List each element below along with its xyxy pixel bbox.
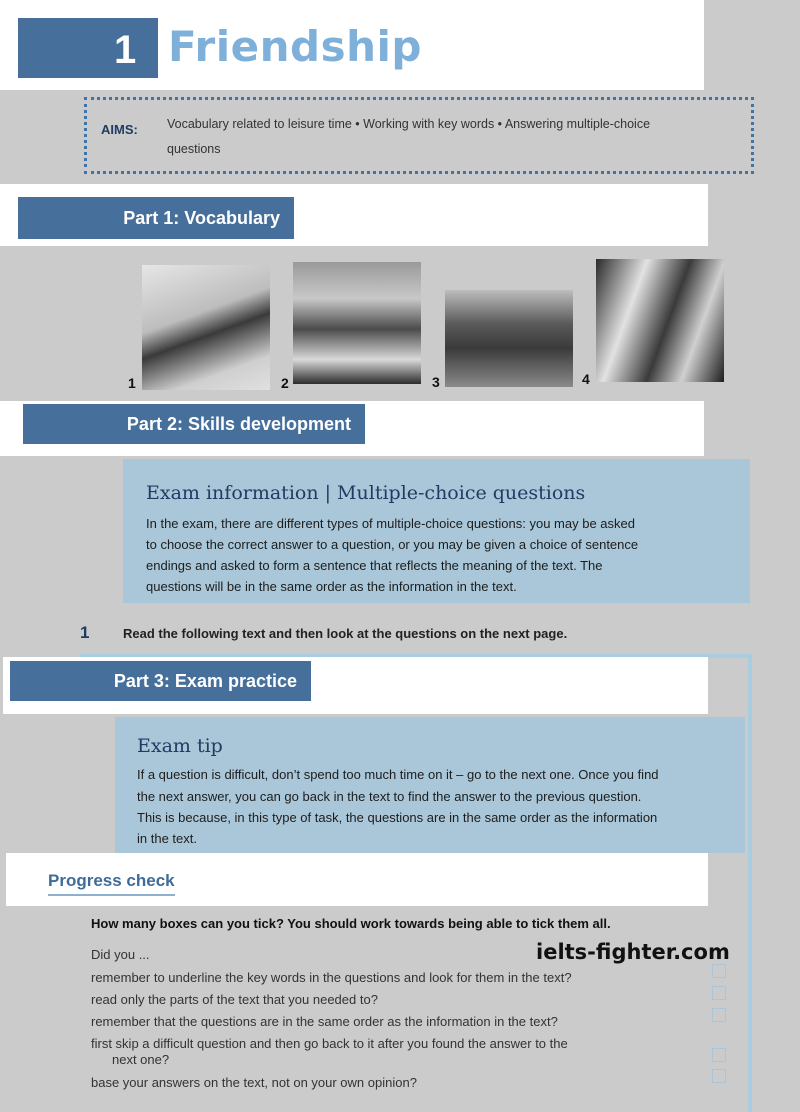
exam-information-line3: endings and asked to form a sentence that reflects the meaning of the text. The <box>146 558 603 573</box>
photo-label-4: 4 <box>582 371 590 387</box>
progress-check-item-4: first skip a difficult question and then go back to it after you found the answer to the <box>91 1036 568 1051</box>
photo-3 <box>445 290 573 387</box>
progress-check-lead: How many boxes can you tick? You should work towards being able to tick them all. <box>91 916 611 931</box>
photo-label-2: 2 <box>281 375 289 391</box>
step-instruction: Read the following text and then look at the questions on the next page. <box>123 626 568 641</box>
unit-title: Friendship <box>168 22 422 71</box>
part3-banner <box>10 661 311 701</box>
photo-4 <box>596 259 724 382</box>
exam-information-title: Exam information | Multiple-choice questions <box>146 482 586 504</box>
exam-information-line2: to choose the correct answer to a question, or you may be given a choice of sentence <box>146 537 639 552</box>
exam-information-line1: In the exam, there are different types of multiple-choice questions: you may be asked <box>146 516 635 531</box>
part1-title: Part 1: Vocabulary <box>123 207 280 228</box>
aims-text-line2: questions <box>167 142 221 156</box>
progress-check-item-5: base your answers on the text, not on your own opinion? <box>91 1075 417 1090</box>
progress-check-intro: Did you ... <box>91 947 150 962</box>
progress-check-item-4-cont: next one? <box>112 1052 170 1067</box>
checkbox-item-1[interactable] <box>712 964 726 978</box>
watermark: ielts-fighter.com <box>536 940 730 964</box>
checkbox-item-5[interactable] <box>712 1069 726 1083</box>
photo-2 <box>293 262 421 384</box>
part1-banner <box>18 197 294 239</box>
checkbox-item-3[interactable] <box>712 1008 726 1022</box>
photo-label-3: 3 <box>432 374 440 390</box>
checkbox-item-4[interactable] <box>712 1048 726 1062</box>
part2-banner <box>23 404 365 444</box>
part3-title: Part 3: Exam practice <box>113 670 297 691</box>
exam-tip-line4: in the text. <box>137 831 197 846</box>
unit-number-block <box>18 18 158 78</box>
photo-label-1: 1 <box>128 375 136 391</box>
progress-check-item-2: read only the parts of the text that you needed to? <box>91 992 378 1007</box>
progress-check-title: Progress check <box>48 871 175 896</box>
exam-tip-title: Exam tip <box>137 735 223 757</box>
exam-tip-line1: If a question is difficult, don’t spend too much time on it – go to the next one. Once you find <box>137 767 659 782</box>
step-number: 1 <box>80 623 90 642</box>
page-edge-line <box>748 655 752 1112</box>
exam-tip-line2: the next answer, you can go back in the text to find the answer to the previous question. <box>137 789 642 804</box>
progress-check-item-1: remember to underline the key words in the questions and look for them in the text? <box>91 970 572 985</box>
aims-label: AIMS: <box>101 122 138 137</box>
photo-1 <box>142 265 270 390</box>
progress-check-item-3: remember that the questions are in the same order as the information in the text? <box>91 1014 558 1029</box>
aims-text-line1: Vocabulary related to leisure time • Working with key words • Answering multiple-choice <box>167 117 651 131</box>
part2-title: Part 2: Skills development <box>126 413 351 434</box>
checkbox-item-2[interactable] <box>712 986 726 1000</box>
exam-information-line4: questions will be in the same order as the information in the text. <box>146 579 517 594</box>
exam-tip-line3: This is because, in this type of task, the questions are in the same order as the information <box>137 810 658 825</box>
unit-number: 1 <box>114 28 137 72</box>
